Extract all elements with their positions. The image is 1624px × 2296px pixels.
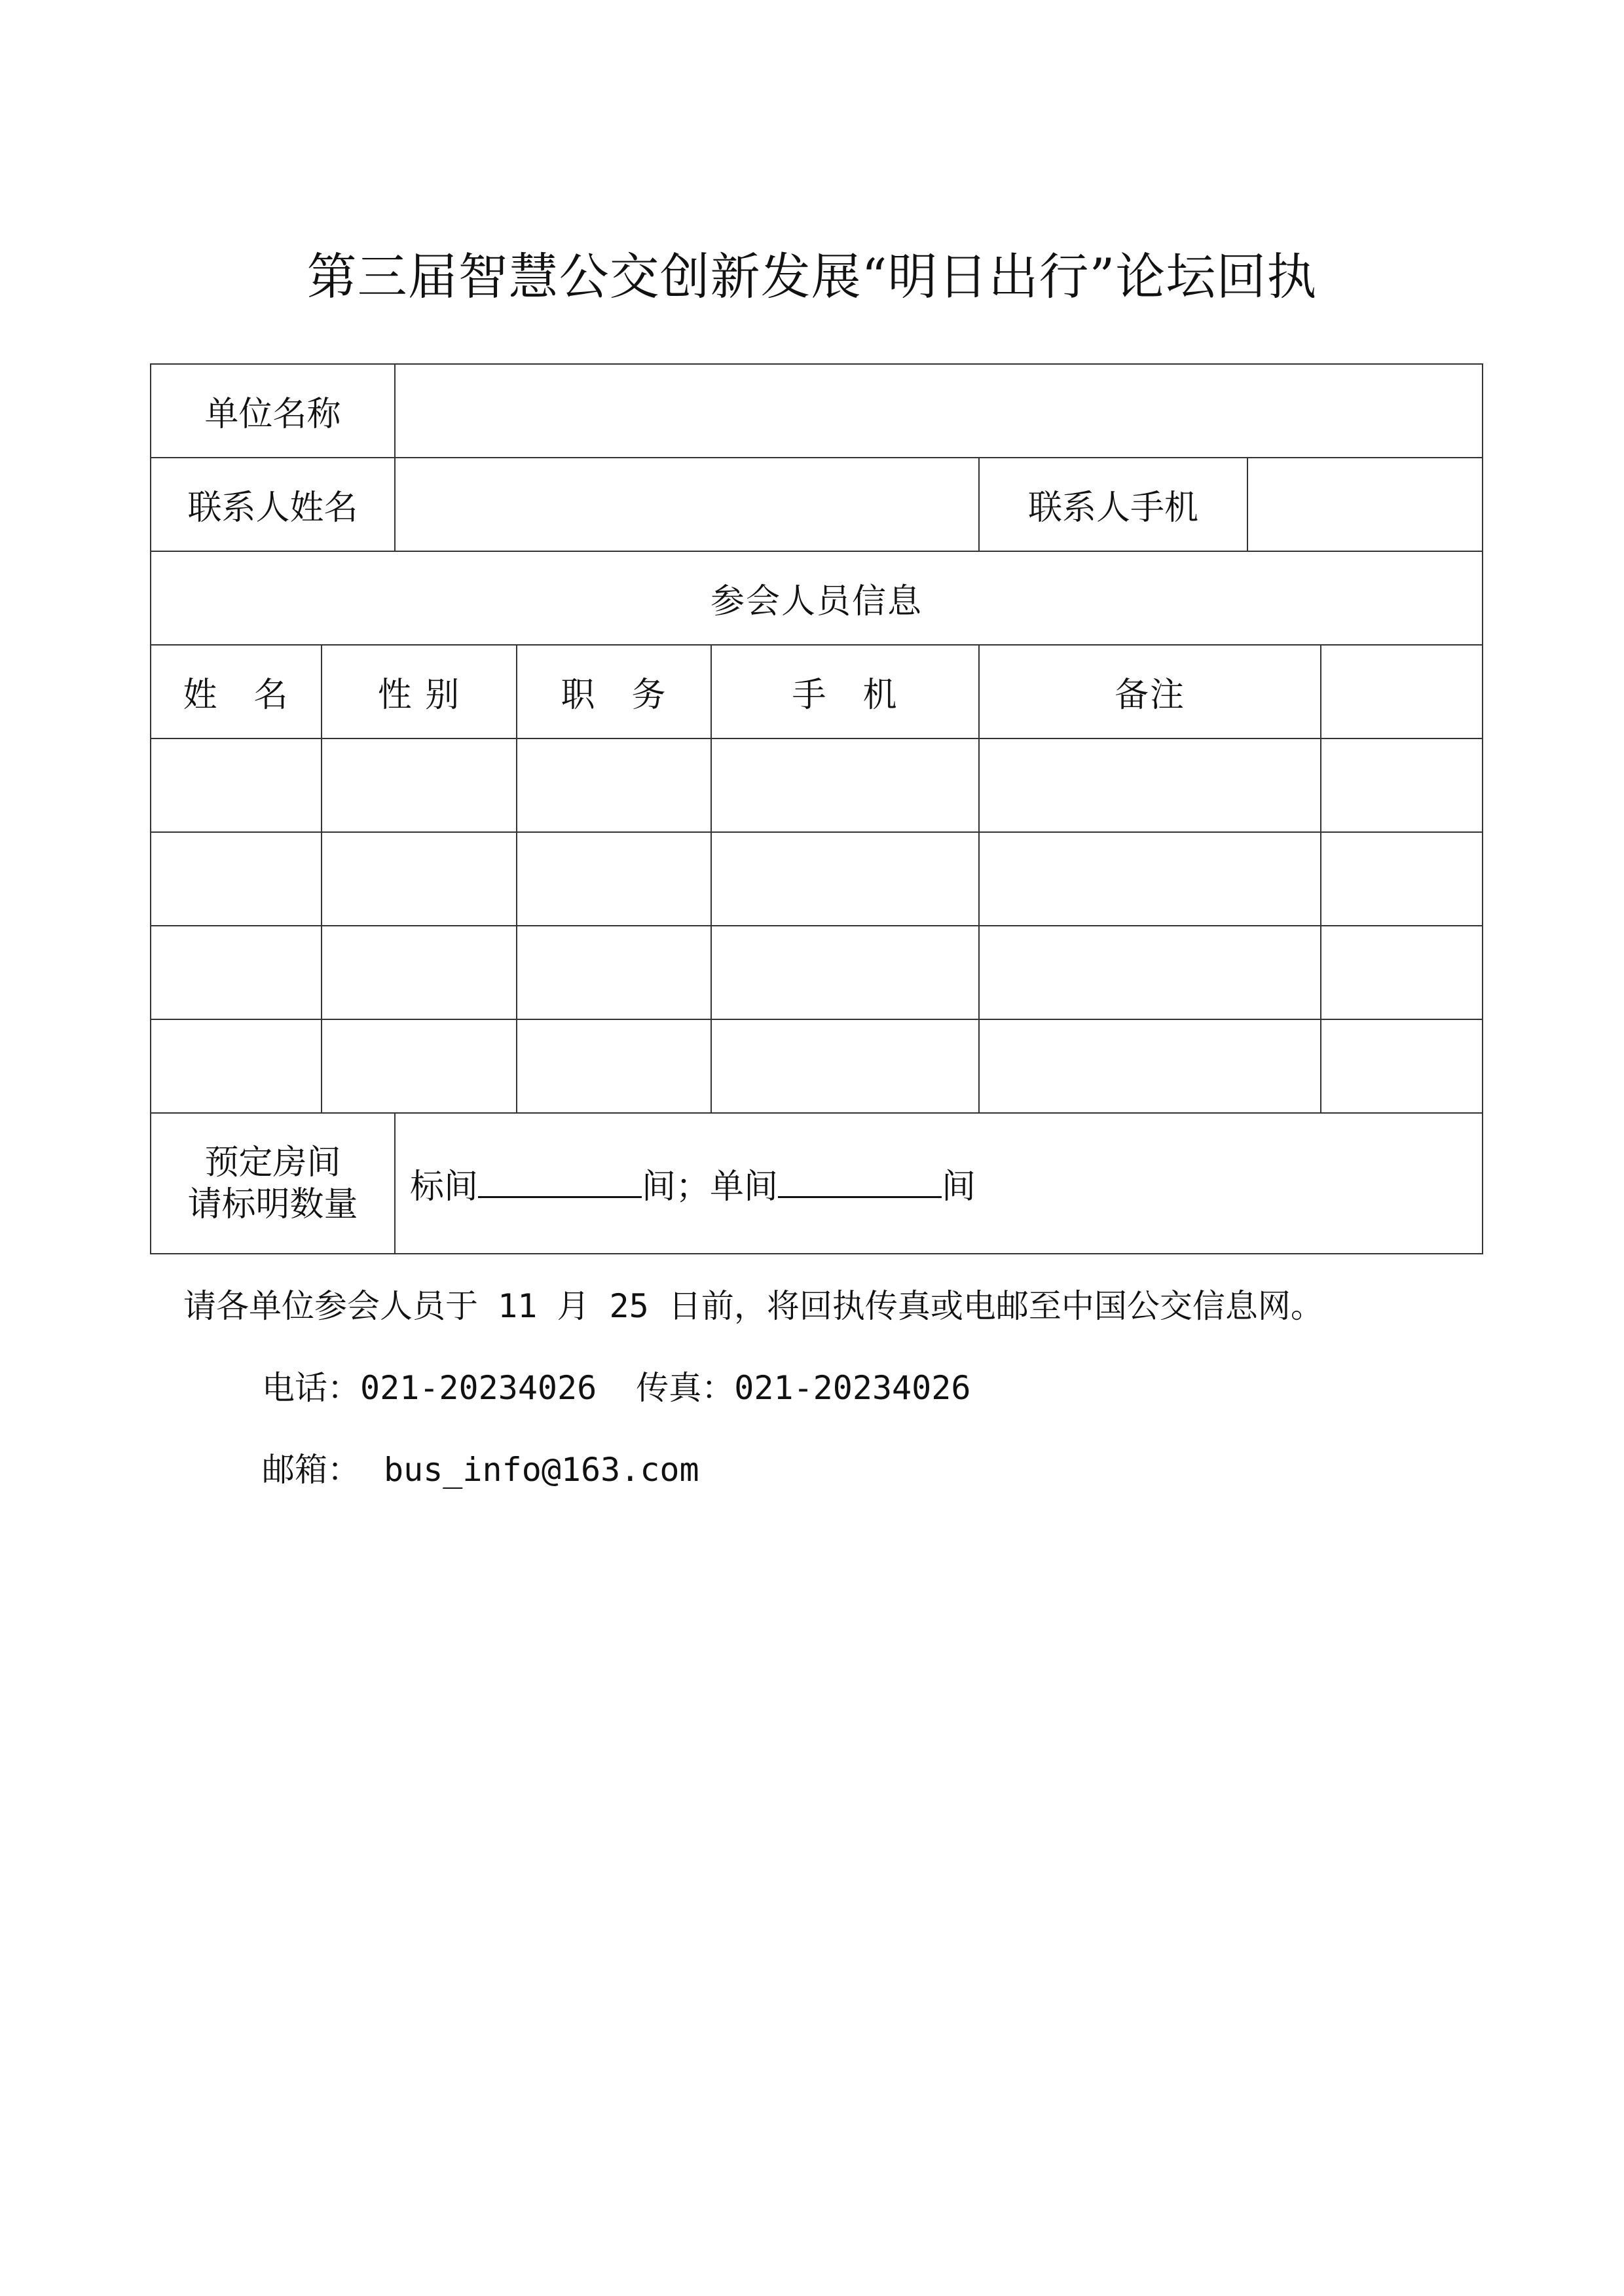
contact-email-line [262,1444,699,1491]
attendee-extra-cell[interactable] [1321,926,1483,1019]
attendee-row [151,1019,1483,1113]
submission-instruction: 请各单位参会人员于 11 月 25 日前，将回执传真或电邮至中国公交信息网。 [183,1287,1323,1325]
attendee-mobile-cell[interactable] [711,1019,979,1113]
email-label: 邮箱： [262,1451,360,1489]
attendee-extra-cell[interactable] [1321,1019,1483,1113]
page-title: 第三届智慧公交创新发展“明日出行”论坛回执 [306,247,1318,306]
contact-phone-line [262,1362,970,1409]
attendee-position-cell[interactable] [517,738,711,832]
room-booking-label [151,1113,395,1254]
room-booking-field [395,1113,1483,1254]
room-booking-row [151,1113,1483,1254]
phone-number: 021-20234026 [360,1369,597,1407]
attendees-section-label: 参会人员信息 [151,551,1483,645]
room-label-line2: 请标明数量 [187,1184,358,1224]
single-room-suffix: 间 [942,1167,976,1207]
contact-phone-label: 联系人手机 [979,458,1247,551]
attendee-name-cell[interactable] [151,832,322,926]
attendee-gender-cell[interactable] [322,926,517,1019]
attendee-position-cell[interactable] [517,926,711,1019]
org-name-row [151,364,1483,458]
attendee-mobile-cell[interactable] [711,738,979,832]
attendee-gender-cell[interactable] [322,738,517,832]
contact-row [151,458,1483,551]
attendee-remarks-cell[interactable] [979,738,1321,832]
email-address: bus_info@163.com [384,1451,699,1489]
single-room-count-blank[interactable] [778,1170,942,1198]
standard-room-count-blank[interactable] [478,1170,642,1198]
attendee-name-cell[interactable] [151,1019,322,1113]
attendee-name-cell[interactable] [151,926,322,1019]
attendee-position-cell[interactable] [517,1019,711,1113]
attendee-row [151,926,1483,1019]
attendee-mobile-cell[interactable] [711,832,979,926]
column-header-mobile: 手 机 [711,645,979,738]
attendee-row [151,832,1483,926]
column-header-extra [1321,645,1483,738]
attendee-gender-cell[interactable] [322,832,517,926]
contact-name-label: 联系人姓名 [151,458,395,551]
attendee-position-cell[interactable] [517,832,711,926]
attendee-mobile-cell[interactable] [711,926,979,1019]
attendee-extra-cell[interactable] [1321,832,1483,926]
org-name-label: 单位名称 [151,364,395,458]
attendees-header-row [151,645,1483,738]
standard-room-label: 标间 [410,1167,479,1207]
attendee-remarks-cell[interactable] [979,1019,1321,1113]
attendee-gender-cell[interactable] [322,1019,517,1113]
attendee-extra-cell[interactable] [1321,738,1483,832]
org-name-field[interactable] [395,364,1483,458]
column-header-gender: 性 别 [322,645,517,738]
single-room-label: 间；单间 [642,1167,779,1207]
room-label-line1: 预定房间 [204,1142,341,1182]
contact-name-field[interactable] [395,458,979,551]
attendee-name-cell[interactable] [151,738,322,832]
contact-phone-field[interactable] [1247,458,1483,551]
fax-number: 021-20234026 [734,1369,971,1407]
attendee-remarks-cell[interactable] [979,832,1321,926]
column-header-name: 姓 名 [151,645,322,738]
column-header-remarks: 备注 [979,645,1321,738]
column-header-position: 职 务 [517,645,711,738]
reply-form-table [150,363,1483,1254]
phone-label: 电话： [262,1369,360,1407]
attendees-section-row [151,551,1483,645]
attendee-remarks-cell[interactable] [979,926,1321,1019]
fax-label: 传真： [636,1369,735,1407]
attendee-row [151,738,1483,832]
